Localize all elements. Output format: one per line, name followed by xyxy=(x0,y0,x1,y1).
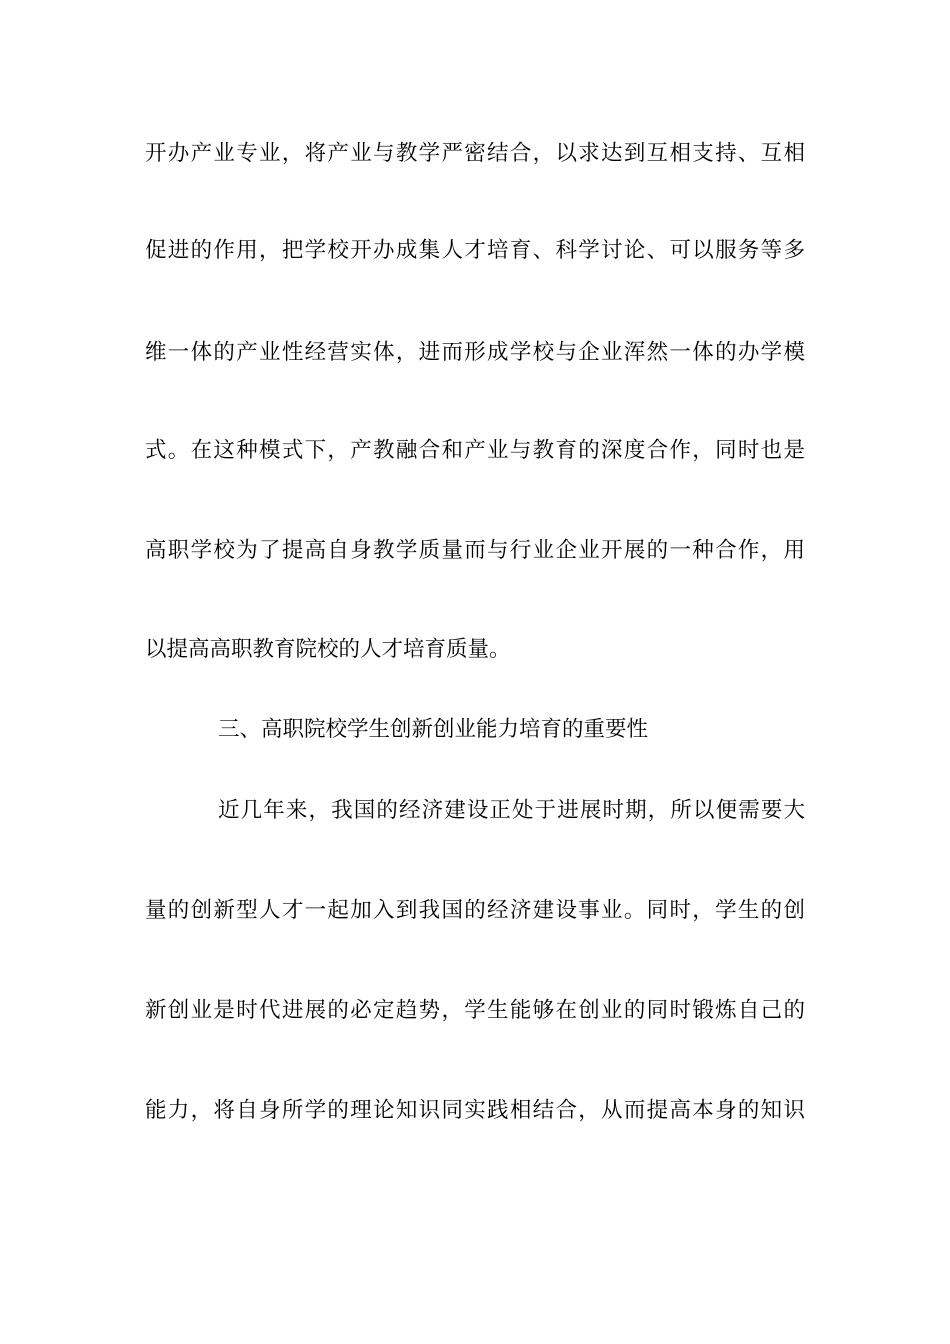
paragraph-line: 量的创新型人才一起加入到我国的经济建设事业。同时，学生的创 xyxy=(145,898,805,923)
paragraph-line: 新创业是时代进展的必定趋势，学生能够在创业的同时锻炼自己的 xyxy=(145,998,805,1023)
paragraph-line: 近几年来，我国的经济建设正处于进展时期，所以便需要大 xyxy=(218,798,805,823)
paragraph-line: 维一体的产业性经营实体，进而形成学校与企业浑然一体的办学模 xyxy=(145,340,805,365)
paragraph-line: 促进的作用，把学校开办成集人才培育、科学讨论、可以服务等多 xyxy=(145,238,805,263)
paragraph-line: 式。在这种模式下，产教融合和产业与教育的深度合作，同时也是 xyxy=(145,438,805,463)
section-heading: 三、高职院校学生创新创业能力培育的重要性 xyxy=(218,717,649,742)
paragraph-line: 以提高高职教育院校的人才培育质量。 xyxy=(145,637,511,662)
paragraph-line: 能力，将自身所学的理论知识同实践相结合，从而提高本身的知识 xyxy=(145,1098,805,1123)
paragraph-line: 开办产业专业，将产业与教学严密结合，以求达到互相支持、互相 xyxy=(145,141,805,166)
paragraph-line: 高职学校为了提高自身教学质量而与行业企业开展的一种合作，用 xyxy=(145,538,805,563)
